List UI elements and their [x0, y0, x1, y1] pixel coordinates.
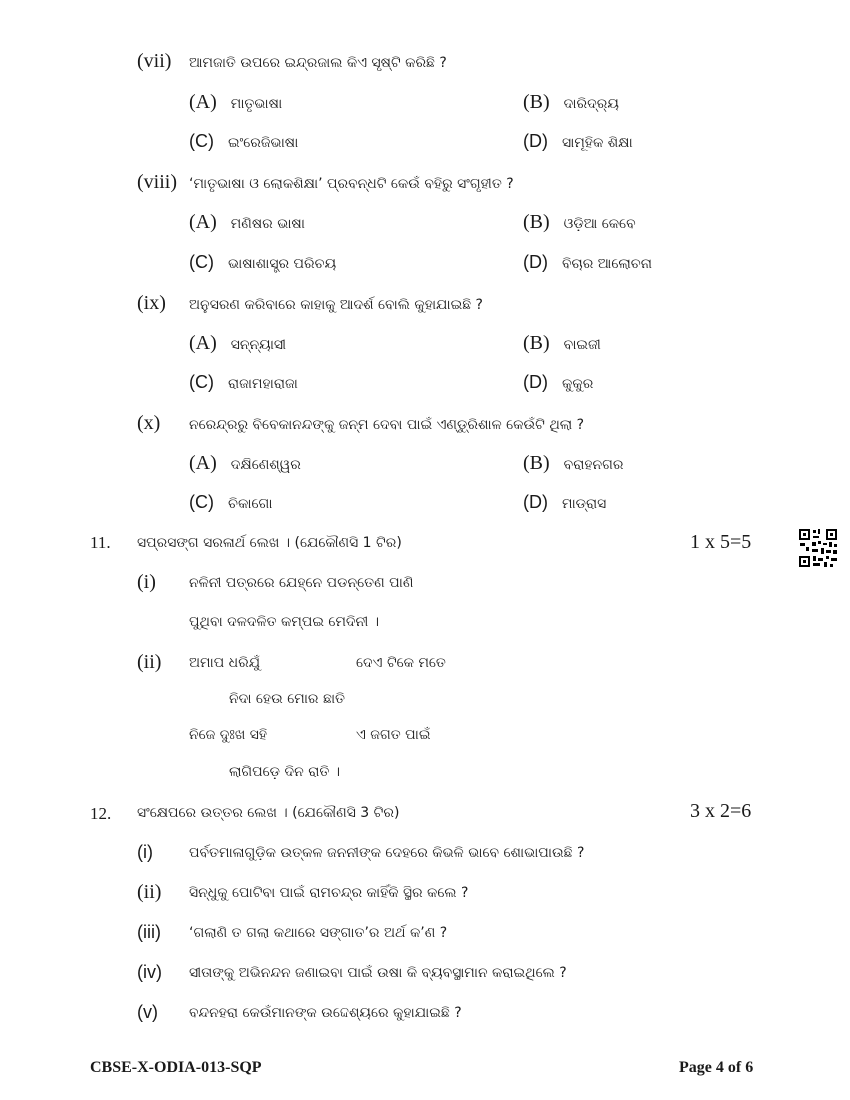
q11-ii-line3a: ନିଜେ ଦୁଃଖ ସହି: [189, 727, 268, 743]
q-viii-number: (viii): [137, 171, 177, 193]
q12-title: ସଂକ୍ଷେପରେ ଉତ୍ତର ଲେଖ । (ଯେକୌଣସି 3 ଟିର): [137, 805, 400, 821]
q12-v-text: ବନ୍ଦନହରା କେଉଁମାନଙ୍କ ଉଦ୍ଦେଶ୍ୟରେ କୁହାଯାଇଛି ?: [189, 1005, 462, 1021]
q-x-number: (x): [137, 412, 161, 434]
q-ix-option-b: (B) ବାଇଜୀ: [523, 332, 601, 354]
q11-ii-line2: ନିଦା ହେଉ ମୋର ଛାତି: [229, 691, 345, 707]
q11-ii-line3b: ଏ ଜଗତ ପାଇଁ: [356, 727, 431, 743]
q-x-text: ନରେନ୍ଦ୍ରରୁ ବିବେକାନନ୍ଦଙ୍କୁ ଜନ୍ମ ଦେବା ପାଇଁ ଏଣ୍ଡୁ୍ରିଶାଳ କେଉଁଟି ଥିଲା ?: [189, 417, 585, 433]
q-ix-option-c: (C) ରାଜାମହାରାଜା: [189, 372, 298, 392]
q12-v-number: (v): [137, 1002, 158, 1022]
q12-number: 12.: [90, 804, 112, 823]
q11-number: 11.: [90, 533, 111, 552]
q11-title: ସପ୍ରସଙ୍ଗ ସରଳାର୍ଥ ଲେଖ । (ଯେକୌଣସି 1 ଟିର): [137, 535, 402, 551]
qr-code: [798, 528, 838, 568]
q-vii-option-b: (B) ଦାରିଦ୍ର୍ୟ: [523, 91, 619, 113]
q-x-option-d: (D) ମାଡ୍ରାସ: [523, 492, 607, 512]
q11-i-line1: ନଳିନୀ ପତ୍ରରେ ଯେହ୍ନେ ପଡନ୍ତେଣ ପାଣି: [189, 575, 414, 591]
q-ix-text: ଅନୁସରଣ କରିବାରେ କାହାକୁ ଆଦର୍ଶ ବୋଲି କୁହାଯାଇଛି ?: [189, 297, 483, 313]
q-vii-option-c: (C) ଇଂରେଜିଭାଷା: [189, 131, 299, 151]
q-viii-text: ‘ମାତୃଭାଷା ଓ ଲୋକଶିକ୍ଷା’ ପ୍ରବନ୍ଧଟି କେଉଁ ବହିରୁ ସଂଗୃହୀତ ?: [189, 176, 514, 192]
q-x-option-a: (A) ଦକ୍ଷିଣେଶ୍ୱର: [189, 452, 301, 474]
q12-i-text: ପର୍ବତମାଳାଗୁଡ଼ିକ ଉତ୍କଳ ଜନନୀଙ୍କ ଦେହରେ କିଭଳି ଭାବେ ଶୋଭାପାଉଛି ?: [189, 845, 585, 861]
q-ix-option-d: (D) କୁକୁର: [523, 372, 594, 392]
qr-code-icon: [798, 528, 838, 568]
footer-paper-code: CBSE-X-ODIA-013-SQP: [90, 1059, 262, 1076]
q-viii-option-b: (B) ଓଡ଼ିଆ କେବେ: [523, 211, 636, 233]
q12-iii-number: (iii): [137, 922, 161, 942]
q-vii-option-d: (D) ସାମୂହିକ ଶିକ୍ଷା: [523, 131, 633, 151]
q11-ii-number: (ii): [137, 651, 162, 673]
q11-marks: 1 x 5=5: [690, 531, 752, 553]
q11-ii-line4: ଲାଗିପଡ଼େ ଦିନ ରାତି ।: [229, 764, 341, 780]
q-vii-text: ଆମଜାତି ଉପରେ ଇନ୍ଦ୍ରଜାଲ କିଏ ସୃଷ୍ଟି କରିଛି ?: [189, 55, 447, 71]
q11-i-number: (i): [137, 571, 156, 593]
q12-ii-number: (ii): [137, 881, 162, 903]
q-vii-option-a: (A) ମାତୃଭାଷା: [189, 91, 283, 113]
q12-iv-number: (iv): [137, 962, 162, 982]
q-ix-option-a: (A) ସନ୍ନ୍ୟାସୀ: [189, 332, 287, 354]
q12-iii-text: ‘ଗଲାଣି ତ ଗଲା କଥାରେ ସଙ୍ଗାତ’ର ଅର୍ଥ କ’ଣ ?: [189, 925, 448, 941]
q-ix-number: (ix): [137, 292, 166, 314]
q12-ii-text: ସିନ୍ଧୁକୁ ପୋଟିବା ପାଇଁ ରାମଚନ୍ଦ୍ର କାହିଁକି ସ୍ଥିର କଲେ ?: [189, 885, 469, 901]
q-vii-number: (vii): [137, 50, 172, 72]
q12-iv-text: ସୀତାଙ୍କୁ ଅଭିନନ୍ଦନ ଜଣାଇବା ପାଇଁ ଉଷା କି ବ୍ୟବସ୍ଥାମାନ କରାଇଥିଲେ ?: [189, 965, 567, 981]
q11-ii-line1a: ଅମାପ ଧରିଯୁଁ: [189, 655, 261, 671]
q-viii-option-d: (D) ବିଚାର ଆଲୋଚନା: [523, 252, 652, 272]
q12-marks: 3 x 2=6: [690, 800, 752, 822]
q-viii-option-a: (A) ମଣିଷର ଭାଷା: [189, 211, 305, 233]
q-viii-option-c: (C) ଭାଷାଶାସ୍ତ୍ର ପରିଚୟ: [189, 252, 337, 272]
q-x-option-b: (B) ବରାହନଗର: [523, 452, 624, 474]
q11-i-line2: ପୁଥିବା ଦଳଦଳିତ କମ୍ପଇ ମେଦିନୀ ।: [189, 614, 380, 630]
q11-ii-line1b: ଦେଏ ଟିକେ ମତେ: [356, 655, 446, 671]
q12-i-number: (i): [137, 842, 153, 862]
q-x-option-c: (C) ଚିକାଗୋ: [189, 492, 273, 512]
footer-page-number: Page 4 of 6: [679, 1059, 754, 1076]
